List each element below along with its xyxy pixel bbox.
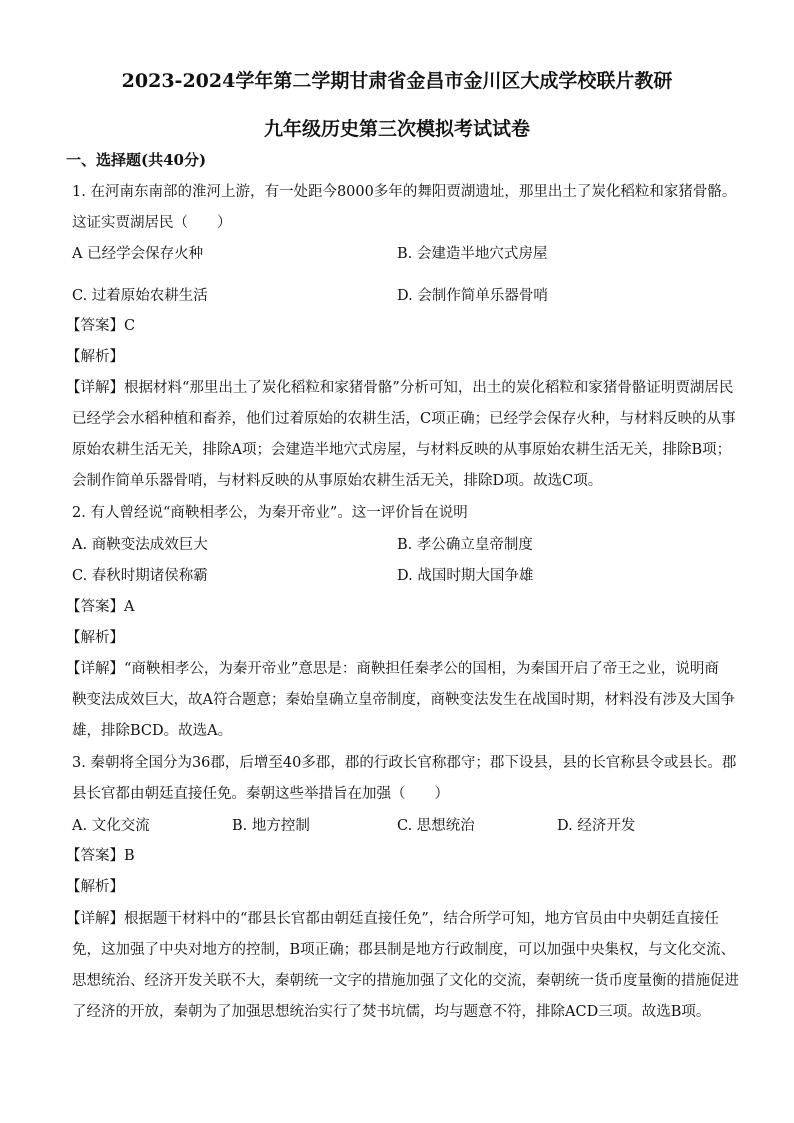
q1-option-b: B. 会建造半地穴式房屋 xyxy=(397,246,548,262)
q3-option-d: D. 经济开发 xyxy=(557,818,636,834)
q3-detail-line-4: 了经济的开放，秦朝为了加强思想统治实行了焚书坑儒，均与题意不符，排除ACD三项。故选B项。 xyxy=(72,1004,711,1020)
q1-detail-line-3: 原始农耕生活无关，排除A项；会建造半地穴式房屋，与材料反映的从事原始农耕生活无关，排除B项； xyxy=(72,442,732,458)
q1-option-a: A 已经学会保存火种 xyxy=(72,246,204,262)
exam-title-line-1: 2023-2024学年第二学期甘肃省金昌市金川区大成学校联片教研 xyxy=(121,70,673,92)
q3-detail-line-2: 免，这加强了中央对地方的控制，B项正确；郡县制是地方行政制度，可以加强中央集权，与文化交流、 xyxy=(72,942,736,958)
q1-stem-line-2: 这证实贾湖居民（ ） xyxy=(72,215,232,231)
q2-option-c: C. 春秋时期诸侯称霸 xyxy=(72,568,208,584)
q2-detail-line-1: 【详解】“商鞅相孝公，为秦开帝业”意思是：商鞅担任秦孝公的国相，为秦国开启了帝王之业，说明商 xyxy=(66,661,719,677)
q2-answer: 【答案】A xyxy=(66,599,135,615)
q3-detail-line-1: 【详解】根据题干材料中的“郡县长官都由朝廷直接任免”，结合所学可知，地方官员由中央朝廷直接任 xyxy=(66,911,719,927)
q3-analysis-label: 【解析】 xyxy=(66,879,124,895)
q1-option-d: D. 会制作简单乐器骨哨 xyxy=(397,288,548,304)
q2-detail-line-3: 雄，排除BCD。故选A。 xyxy=(72,723,233,739)
q3-option-a: A. 文化交流 xyxy=(72,818,150,834)
q2-option-d: D. 战国时期大国争雄 xyxy=(397,568,534,584)
q2-analysis-label: 【解析】 xyxy=(66,630,124,646)
q3-stem-line-1: 3. 秦朝将全国分为36郡，后增至40多郡，郡的行政长官称郡守；郡下设县，县的长官称县令或县长。郡 xyxy=(72,755,737,771)
q1-detail-line-4: 会制作简单乐器骨哨，与材料反映的从事原始农耕生活无关，排除D项。故选C项。 xyxy=(72,473,603,489)
q1-analysis-label: 【解析】 xyxy=(66,349,124,365)
q1-stem-line-1: 1. 在河南东南部的淮河上游，有一处距今8000多年的舞阳贾湖遗址，那里出土了炭化稻粒和家猪骨骼。 xyxy=(72,184,737,200)
q2-option-b: B. 孝公确立皇帝制度 xyxy=(397,537,533,553)
q3-detail-line-3: 思想统治、经济开发关联不大，秦朝统一文字的措施加强了文化的交流，秦朝统一货币度量衡的措施促进 xyxy=(72,973,739,989)
q1-answer: 【答案】C xyxy=(66,318,136,334)
q3-stem-line-2: 县长官都由朝廷直接任免。秦朝这些举措旨在加强（ ） xyxy=(72,786,449,802)
q1-option-c: C. 过着原始农耕生活 xyxy=(72,288,208,304)
exam-title-line-2: 九年级历史第三次模拟考试试卷 xyxy=(263,118,530,140)
q3-answer: 【答案】B xyxy=(66,848,135,864)
section-heading: 一、选择题(共40分) xyxy=(66,151,207,169)
q2-option-a: A. 商鞅变法成效巨大 xyxy=(72,537,208,553)
q1-detail-line-2: 已经学会水稻种植和畜养，他们过着原始的农耕生活，C项正确；已经学会保存火种，与材料反映的从事 xyxy=(72,411,736,427)
q3-option-c: C. 思想统治 xyxy=(397,818,475,834)
q2-stem-line-1: 2. 有人曾经说“商鞅相孝公，为秦开帝业”。这一评价旨在说明 xyxy=(72,505,468,521)
q2-detail-line-2: 鞅变法成效巨大，故A符合题意；秦始皇确立皇帝制度，商鞅变法发生在战国时期，材料没有涉及大国争 xyxy=(72,692,735,708)
q3-option-b: B. 地方控制 xyxy=(232,818,310,834)
q1-detail-line-1: 【详解】根据材料“那里出土了炭化稻粒和家猪骨骼”分析可知，出土的炭化稻粒和家猪骨骼证明贾湖居民 xyxy=(66,380,734,396)
